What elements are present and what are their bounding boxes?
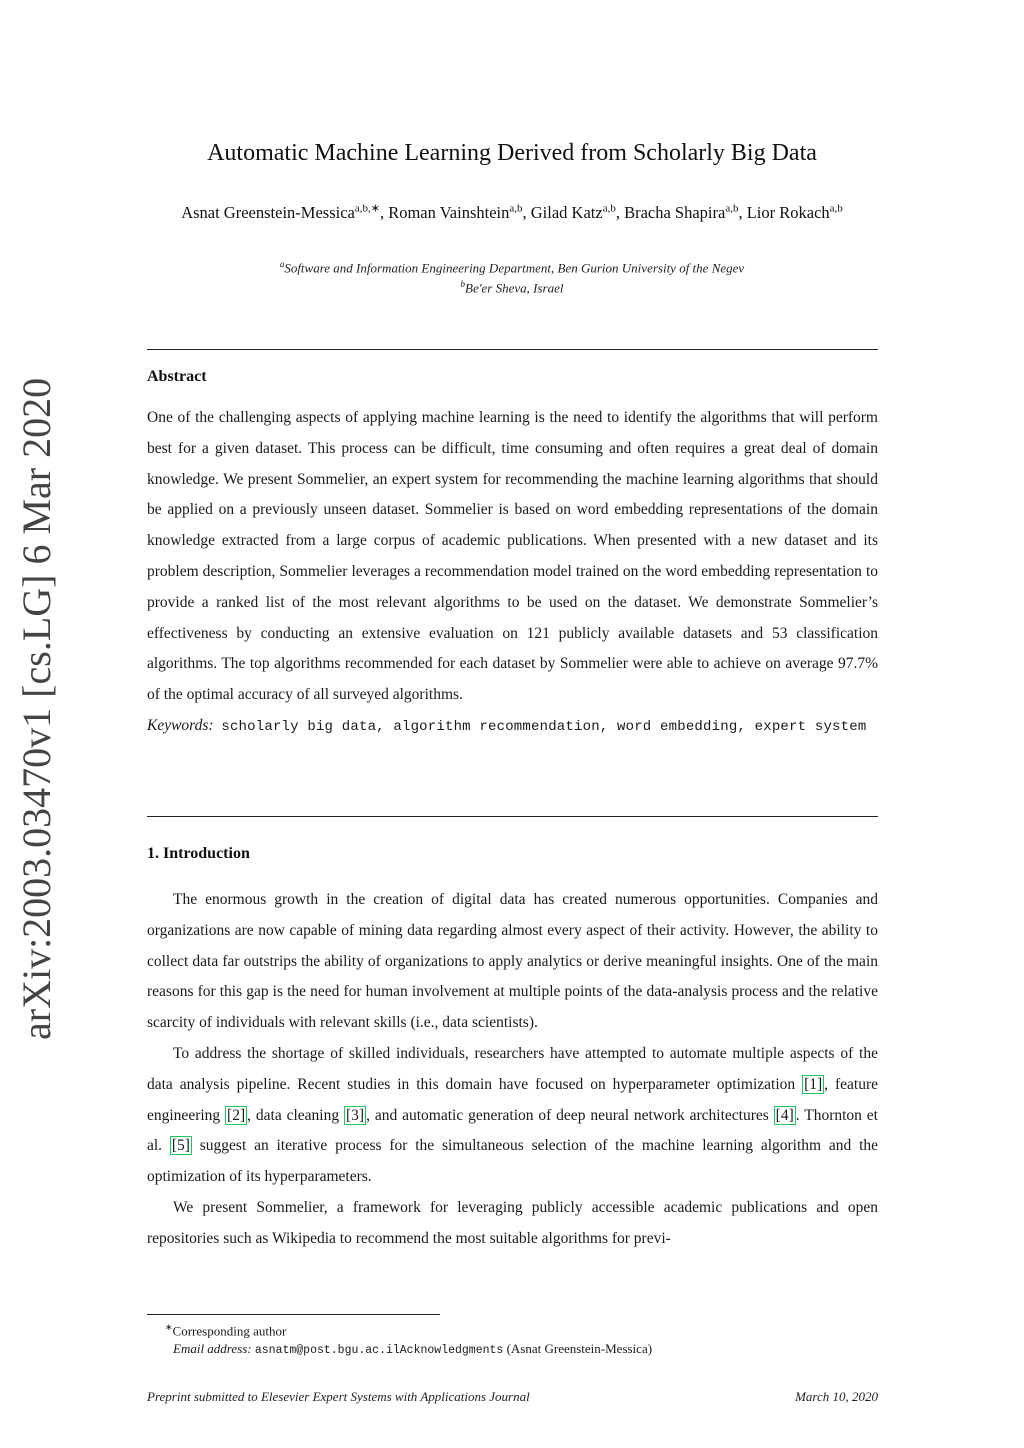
page-footer: [147, 1389, 878, 1405]
abstract-text: One of the challenging aspects of applying machine learning is the need to identify the algorithms that will perform best for a given dataset. This process can be difficult, time consuming and often requires a great deal of domain knowledge. We present Sommelier, an expert system for recommending the machine learning algorithms that should be applied on a previously unseen dataset. Sommelier is based on word embedding representations of the domain knowledge extracted from a large corpus of academic publications. When presented with a new dataset and its problem description, Sommelier leverages a recommendation model trained on the word embedding representation to provide a ranked list of the most relevant algorithms to be used on the dataset. We demonstrate Sommelier’s effectiveness by conducting an extensive evaluation on 121 publicly available datasets and 53 classification algorithms. The top algorithms recommended for each dataset by Sommelier were able to achieve on average 97.7% of the optimal accuracy of all surveyed algorithms.: [147, 409, 878, 704]
citation-link[interactable]: [5]: [171, 1137, 190, 1155]
citation-link[interactable]: [3]: [345, 1106, 365, 1124]
author: Bracha Shapira$^{a,b}$,: [624, 202, 747, 222]
arxiv-identifier: arXiv:2003.03470v1 [cs.LG] 6 Mar 2020: [14, 377, 59, 1040]
section-heading-introduction: 1. Introduction: [147, 845, 250, 862]
abstract-heading: Abstract: [147, 368, 207, 385]
keywords: Keywords: scholarly big data, algorithm recommendation, word embedding, expert system: [147, 716, 867, 735]
intro-paragraph-3: We present Sommelier, a framework for leveraging publicly accessible academic publications and open repositories such as Wikipedia to recommend the most suitable algorithms for previ-: [147, 1198, 878, 1247]
affiliation: $^a$Software and Information Engineering Department, Ben Gurion University of the Negev: [279, 259, 745, 276]
footnote-rule: [147, 1314, 440, 1315]
email-link[interactable]: asnatm@post.bgu.ac.ilAcknowledgments: [254, 1344, 504, 1358]
citation-link[interactable]: [1]: [804, 1075, 823, 1093]
footer-date: March 10, 2020: [795, 1389, 878, 1404]
author-list: [148, 198, 876, 223]
email-note: Email address: asnatm@post.bgu.ac.ilAcknowledgments (Asnat Greenstein-Messica): [173, 1341, 653, 1358]
abstract-top-rule: [147, 349, 878, 350]
author: Gilad Katz$^{a,b}$,: [530, 202, 625, 222]
corresponding-author-note: ∗Corresponding author: [165, 1322, 287, 1339]
paper-title: Automatic Machine Learning Derived from Scholarly Big Data: [207, 140, 817, 166]
preprint-note: Preprint submitted to Elesevier Expert Systems with Applications Journal: [147, 1389, 530, 1404]
affiliations: [148, 256, 876, 297]
author: Lior Rokach$^{a,b}$: [746, 202, 843, 222]
intro-paragraph-2: To address the shortage of skilled individuals, researchers have attempted to automate multiple aspects of the data analysis pipeline. Recent studies in this domain have focused on hyperparameter optimization [1] , feature engineering [2] , data cleaning [3] , and automatic generation of deep neural network architectures [4] . Thornton et al. [5] suggest an iterative process for the simultaneous selection of the machine learning algorithm and the optimization of its hyperparameters.: [147, 1044, 878, 1186]
citation-link[interactable]: [4]: [775, 1106, 794, 1124]
footnote: [147, 1318, 878, 1360]
author: Asnat Greenstein-Messica$^{a,b,∗}$,: [181, 202, 389, 222]
citation-link[interactable]: [2]: [227, 1106, 246, 1124]
intro-paragraph-1: The enormous growth in the creation of digital data has created numerous opportunities. Companies and organizations are now capable of mining data regarding almost every aspect of their activity. However, the ability to collect data far outstrips the ability of organizations to apply analytics or derive meaningful insights. One of the main reasons for this gap is the need for human involvement at multiple points of the data-analysis process and the relative scarcity of individuals with relevant skills (i.e., data scientists).: [147, 891, 878, 1032]
affiliation: $^b$Be'er Sheva, Israel: [460, 279, 564, 296]
abstract-bottom-rule: [147, 816, 878, 817]
author: Roman Vainshtein$^{a,b}$,: [388, 202, 531, 222]
abstract-body: [147, 403, 878, 743]
introduction-body: [147, 885, 878, 1255]
